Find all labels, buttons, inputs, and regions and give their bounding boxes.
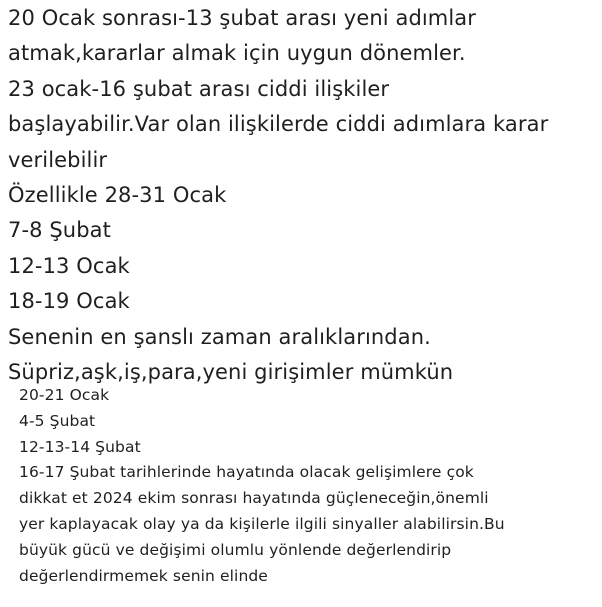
text-line: başlayabilir.Var olan ilişkilerde ciddi adımlara karar [8,112,549,137]
text-line: dikkat et 2024 ekim sonrası hayatında güçleneceğin,önemli [19,489,489,508]
text-line: atmak,kararlar almak için uygun dönemler. [8,41,466,66]
text-line: 7-8 Şubat [8,218,111,243]
text-line: Özellikle 28-31 Ocak [8,183,227,208]
text-line: 20-21 Ocak [19,386,110,404]
text-line: 12-13 Ocak [8,253,130,278]
text-line: 12-13-14 Şubat [19,437,141,456]
text-line: değerlendirmemek senin elinde [19,566,268,585]
text-line: 4-5 Şubat [19,411,96,430]
small-text-block [19,383,594,589]
large-text-block [8,1,598,390]
text-line: 20 Ocak sonrası-13 şubat arası yeni adımlar [8,6,477,30]
text-line: 23 ocak-16 şubat arası ciddi ilişkiler [8,76,390,101]
text-line: 16-17 Şubat tarihlerinde hayatında olacak gelişimlere çok [19,463,474,482]
text-line: büyük gücü ve değişimi olumlu yönlende değerlendirip [19,540,452,559]
text-line: Süpriz,aşk,iş,para,yeni girişimler mümkün [8,360,454,385]
text-line: 18-19 Ocak [8,289,130,314]
text-line: Senenin en şanslı zaman aralıklarından. [8,324,431,349]
text-line: yer kaplayacak olay ya da kişilerle ilgili sinyaller alabilirsin.Bu [19,514,505,533]
text-line: verilebilir [8,147,108,172]
